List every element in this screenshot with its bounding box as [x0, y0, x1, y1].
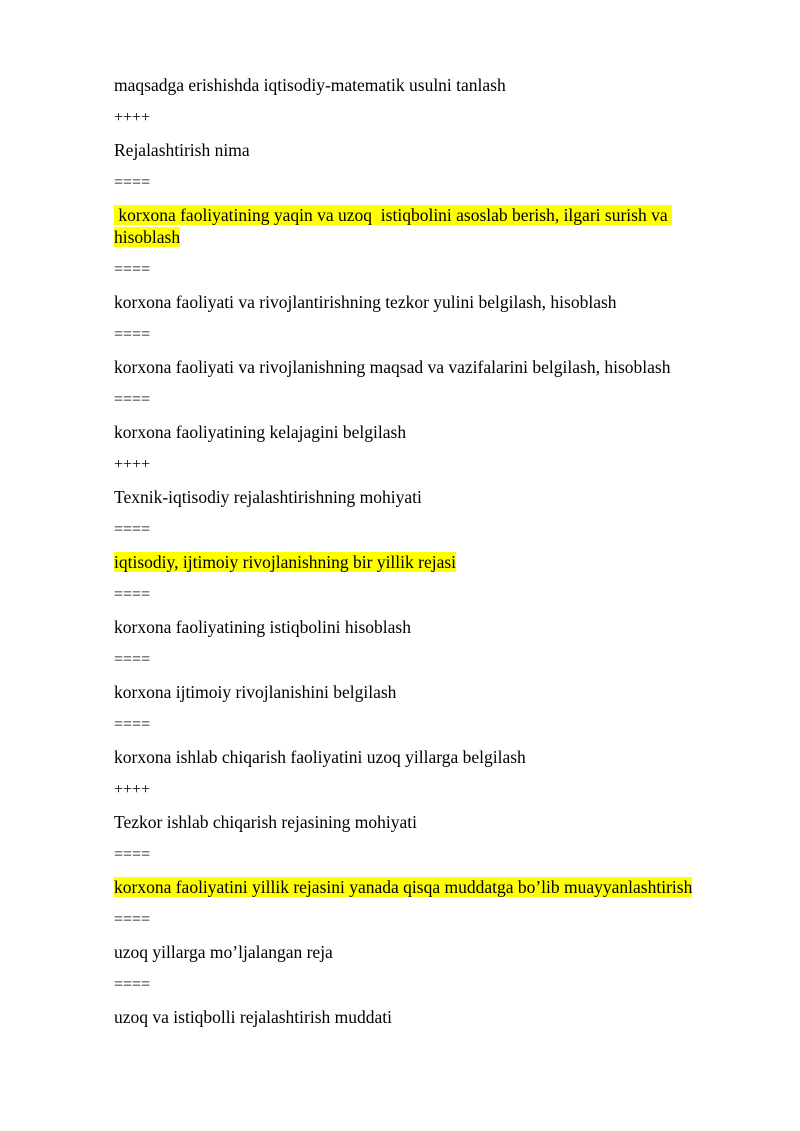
- correct-answer-line: iqtisodiy, ijtimoiy rivojlanishning bir yillik rejasi: [114, 552, 457, 572]
- answer-line: korxona ishlab chiqarish faoliyatini uzoq yillarga belgilash: [114, 747, 526, 767]
- answer-line: uzoq yillarga mo’ljalangan reja: [114, 942, 333, 962]
- answer-separator: ====: [114, 520, 151, 538]
- answer-separator: ====: [114, 325, 151, 343]
- answer-separator: ====: [114, 975, 151, 993]
- answer-line: uzoq va istiqbolli rejalashtirish muddati: [114, 1007, 393, 1027]
- answer-separator: ====: [114, 715, 151, 733]
- answer-line: korxona faoliyati va rivojlantirishning tezkor yulini belgilash, hisoblash: [114, 292, 617, 312]
- question-separator: ++++: [114, 455, 151, 473]
- answer-separator: ====: [114, 390, 151, 408]
- answer-line: korxona ijtimoiy rivojlanishini belgilash: [114, 682, 397, 702]
- answer-line: korxona faoliyati va rivojlanishning maqsad va vazifalarini belgilash, hisoblash: [114, 357, 671, 377]
- answer-separator: ====: [114, 910, 151, 928]
- correct-answer-line: korxona faoliyatining yaqin va uzoq istiqbolini asoslab berish, ilgari surish va hisoblash: [114, 205, 672, 247]
- answer-separator: ====: [114, 173, 151, 191]
- question-separator: ++++: [114, 780, 151, 798]
- document-body: [114, 74, 744, 1039]
- question-text: Texnik-iqtisodiy rejalashtirishning mohiyati: [114, 487, 422, 507]
- answer-separator: ====: [114, 650, 151, 668]
- answer-separator: ====: [114, 585, 151, 603]
- question-text: Tezkor ishlab chiqarish rejasining mohiyati: [114, 812, 418, 832]
- answer-separator: ====: [114, 260, 151, 278]
- answer-line: korxona faoliyatining kelajagini belgilash: [114, 422, 407, 442]
- answer-line: maqsadga erishishda iqtisodiy-matematik usulni tanlash: [114, 75, 506, 95]
- answer-separator: ====: [114, 845, 151, 863]
- correct-answer-line: korxona faoliyatini yillik rejasini yanada qisqa muddatga bo’lib muayyanlashtirish: [114, 877, 693, 897]
- answer-line: korxona faoliyatining istiqbolini hisoblash: [114, 617, 411, 637]
- question-separator: ++++: [114, 108, 151, 126]
- question-text: Rejalashtirish nima: [114, 140, 250, 160]
